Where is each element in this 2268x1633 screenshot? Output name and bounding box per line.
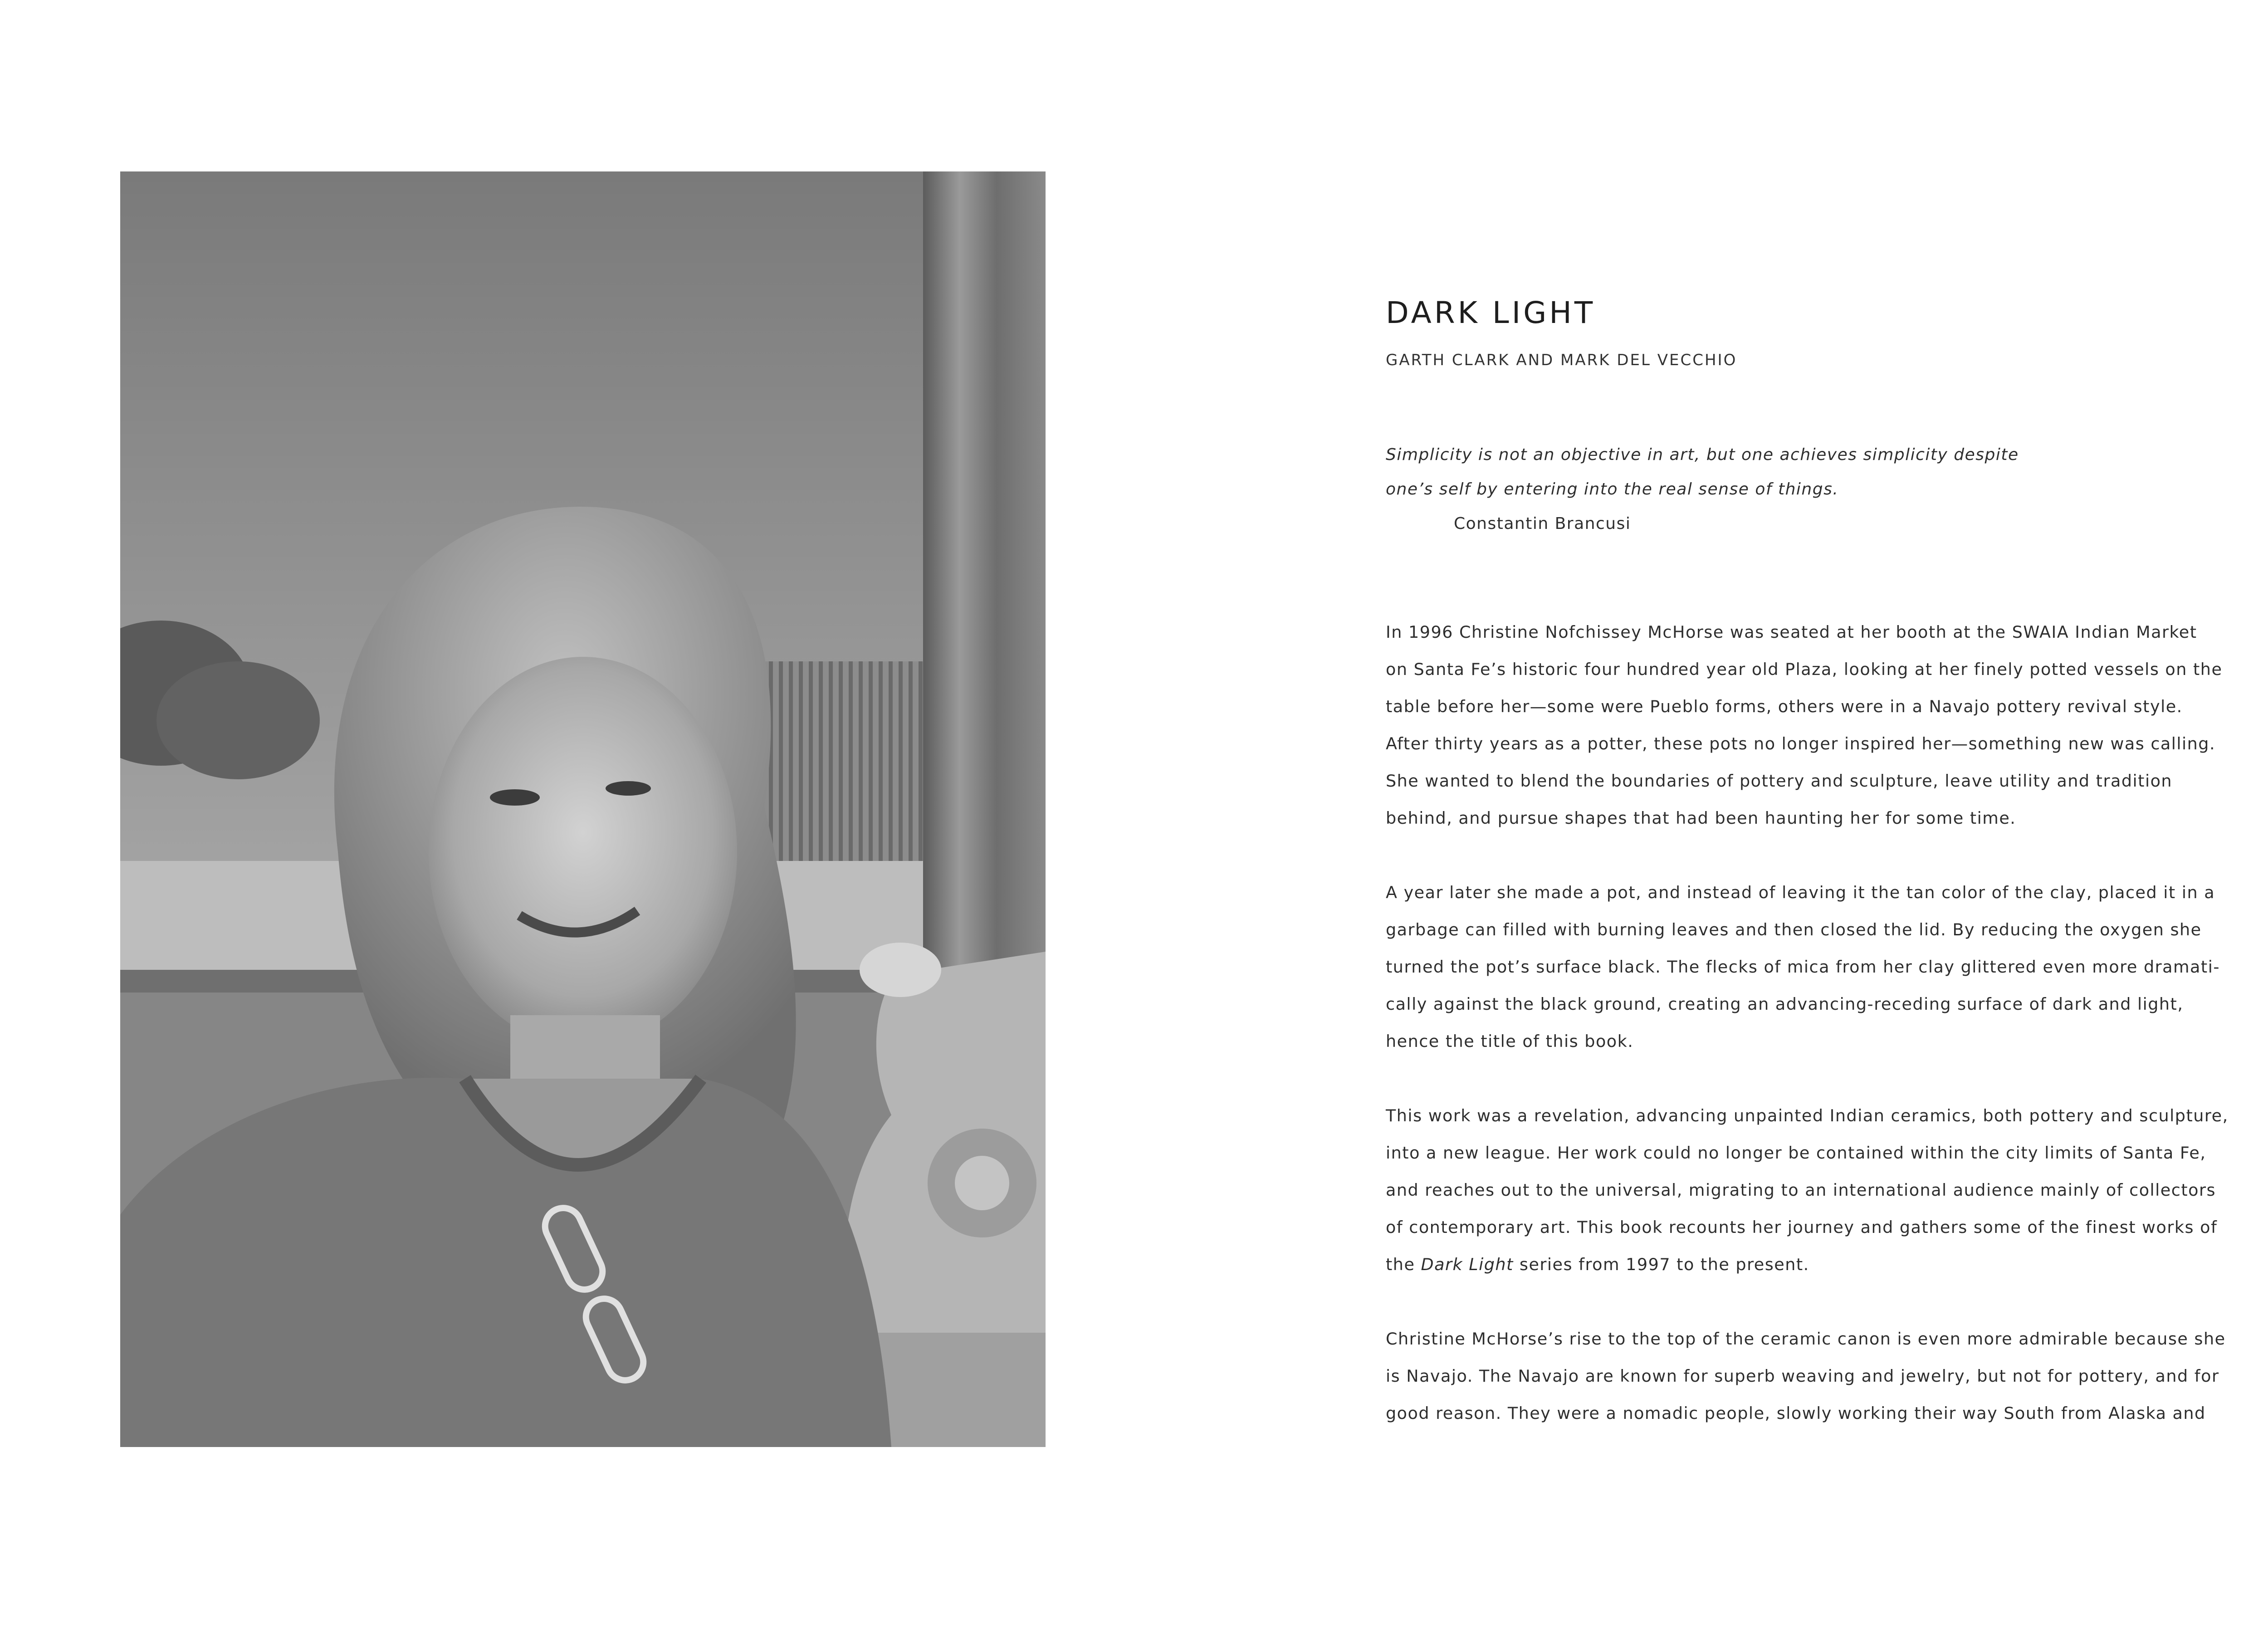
text-line: into a new league. Her work could no longer be contained within the city limits of Santa Fe,	[1386, 1143, 2206, 1163]
epigraph-line: Simplicity is not an objective in art, but one achieves simplicity despite	[1386, 445, 2019, 464]
text-line: She wanted to blend the boundaries of pottery and sculpture, leave utility and tradition	[1386, 771, 2173, 791]
text-line: A year later she made a pot, and instead of leaving it the tan color of the clay, placed it in a	[1386, 882, 2215, 902]
text-line: In 1996 Christine Nofchissey McHorse was seated at her booth at the SWAIA Indian Market	[1386, 622, 2197, 642]
body-text	[1386, 614, 2229, 1432]
text-column	[1386, 295, 2229, 1469]
text-line: of contemporary art. This book recounts her journey and gathers some of the finest works of	[1386, 1217, 2218, 1237]
paragraph	[1386, 614, 2223, 837]
text-line: hence the title of this book.	[1386, 1031, 1634, 1051]
epigraph-attribution: Constantin Brancusi	[1454, 514, 1631, 533]
text-line: This work was a revelation, advancing unpainted Indian ceramics, both pottery and sculpture,	[1386, 1105, 2229, 1125]
paragraph	[1386, 1097, 2229, 1283]
text-line: is Navajo. The Navajo are known for superb weaving and jewelry, but not for pottery, and for	[1386, 1366, 2219, 1386]
text-line: Christine McHorse’s rise to the top of the ceramic canon is even more admirable because she	[1386, 1329, 2226, 1349]
authors: GARTH CLARK AND MARK DEL VECCHIO	[1386, 351, 1737, 370]
text-segment: series from 1997 to the present.	[1513, 1254, 1809, 1274]
text-line: garbage can filled with burning leaves and then closed the lid. By reducing the oxygen she	[1386, 919, 2202, 939]
text-line	[1386, 1246, 2211, 1283]
portrait-photo	[120, 171, 1046, 1447]
book-title-italic: Dark Light	[1421, 1254, 1514, 1274]
text-line: behind, and pursue shapes that had been haunting her for some time.	[1386, 808, 2016, 828]
text-line: table before her—some were Pueblo forms, others were in a Navajo pottery revival style.	[1386, 696, 2183, 716]
text-line: turned the pot’s surface black. The flecks of mica from her clay glittered even more dramati-	[1386, 957, 2220, 977]
text-line: good reason. They were a nomadic people, slowly working their way South from Alaska and	[1386, 1403, 2206, 1423]
epigraph	[1386, 438, 2211, 507]
text-line: After thirty years as a potter, these pots no longer inspired her—something new was calling.	[1386, 733, 2216, 753]
page-title: DARK LIGHT	[1386, 295, 1596, 330]
epigraph-line: one’s self by entering into the real sense of things.	[1386, 479, 1839, 499]
text-line: cally against the black ground, creating an advancing-receding surface of dark and light,	[1386, 994, 2184, 1014]
text-segment: the	[1386, 1254, 1421, 1274]
text-line: on Santa Fe’s historic four hundred year old Plaza, looking at her finely potted vessels on the	[1386, 659, 2223, 679]
paragraph	[1386, 874, 2220, 1060]
paragraph	[1386, 1320, 2226, 1432]
text-line: and reaches out to the universal, migrating to an international audience mainly of collectors	[1386, 1180, 2216, 1200]
